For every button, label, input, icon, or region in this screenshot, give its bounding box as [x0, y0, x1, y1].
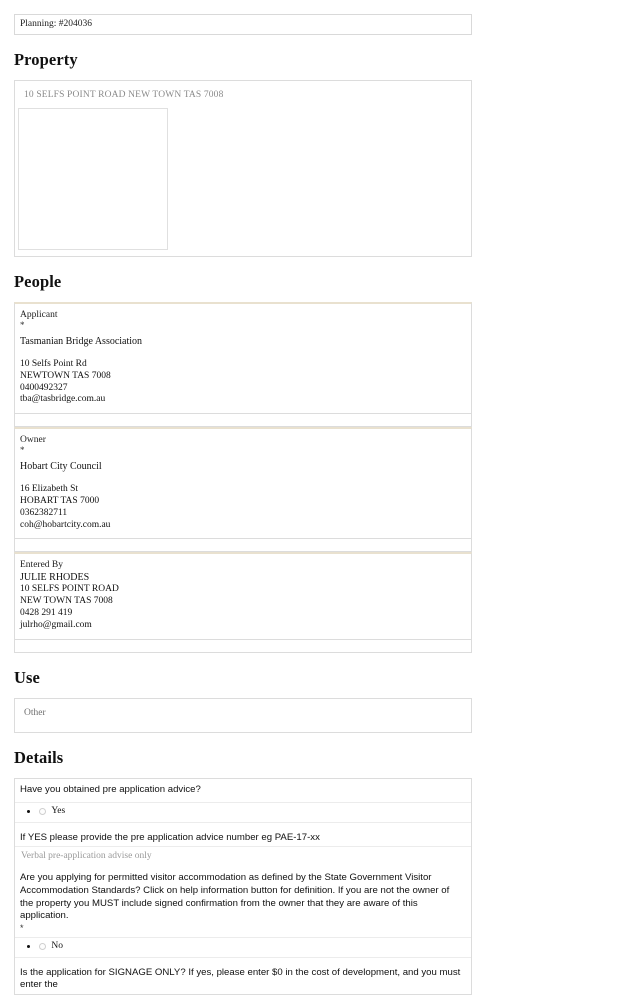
details-section-heading: Details — [14, 747, 64, 767]
person-email: coh@hobartcity.com.au — [20, 519, 111, 530]
people-section-heading: People — [14, 272, 62, 291]
planning-application-page — [0, 14, 622, 995]
person-card-divider — [14, 539, 472, 552]
question-pre-application-advice: Have you obtained pre application advice? — [20, 783, 201, 795]
person-card-divider — [14, 640, 472, 653]
answer-option-no[interactable] — [15, 940, 471, 954]
application-reference-bar — [14, 14, 472, 35]
property-map-placeholder[interactable] — [18, 108, 168, 250]
person-address — [20, 584, 462, 631]
answer-label: Yes — [51, 806, 66, 817]
person-required-marker: * — [20, 320, 25, 330]
person-card-divider — [14, 414, 472, 427]
property-address: 10 SELFS POINT ROAD NEW TOWN TAS 7008 — [24, 90, 224, 100]
person-card-entered-by — [14, 552, 472, 639]
person-address-line: NEWTOWN TAS 7008 — [20, 370, 111, 381]
use-panel — [14, 698, 472, 733]
person-phone: 0400492327 — [20, 382, 68, 393]
people-panel — [14, 302, 472, 653]
radio-icon[interactable] — [39, 943, 46, 950]
person-address-line: 10 SELFS POINT ROAD — [20, 584, 119, 595]
person-email: julrho@gmail.com — [20, 619, 92, 630]
person-name: Hobart City Council — [20, 461, 102, 473]
required-marker-visitor-accommodation: * — [20, 922, 24, 933]
radio-icon[interactable] — [39, 808, 46, 815]
answer-option-yes[interactable] — [15, 805, 471, 819]
person-role-label: Applicant — [20, 310, 58, 320]
person-name: JULIE RHODES — [20, 572, 90, 584]
property-panel — [14, 80, 472, 257]
question-signage-only: Is the application for SIGNAGE ONLY? If yes, please enter $0 in the cost of development, and you must enter the — [20, 966, 461, 991]
application-reference-text: Planning: #204036 — [20, 19, 93, 29]
person-card-owner — [14, 427, 472, 539]
details-panel — [14, 778, 472, 995]
field-pre-application-advice-number[interactable]: Verbal pre-application advise only — [15, 846, 471, 867]
question-pre-application-advice-number: If YES please provide the pre application advice number eg PAE-17-xx — [20, 831, 320, 843]
use-section-heading: Use — [14, 667, 40, 687]
answer-label: No — [51, 940, 63, 951]
person-address — [20, 359, 462, 406]
person-phone: 0362382711 — [20, 507, 68, 518]
person-card-applicant — [14, 302, 472, 414]
use-value: Other — [24, 707, 46, 718]
person-address — [20, 484, 462, 531]
person-role-label: Entered By — [20, 560, 64, 571]
person-name: Tasmanian Bridge Association — [20, 336, 143, 347]
person-role-label: Owner — [20, 435, 46, 446]
person-email: tba@tasbridge.com.au — [20, 394, 106, 405]
person-address-line: 16 Elizabeth St — [20, 484, 79, 495]
answer-list-visitor-accommodation — [15, 937, 471, 958]
question-visitor-accommodation: Are you applying for permitted visitor accommodation as defined by the State Government Visitor Accommodation Standards? Click on help information button for definition. If you are not the owner of the property you MUST include signed confirmation from the owner that they are aware of this application. — [20, 872, 450, 922]
person-address-line: HOBART TAS 7000 — [20, 495, 100, 506]
person-required-marker: * — [20, 445, 25, 456]
person-address-line: NEW TOWN TAS 7008 — [20, 596, 113, 607]
list-bullet-icon — [27, 810, 30, 813]
property-section-heading: Property — [14, 50, 78, 69]
person-phone: 0428 291 419 — [20, 607, 73, 618]
person-address-line: 10 Selfs Point Rd — [20, 359, 87, 369]
answer-list-pre-application-advice — [15, 802, 471, 823]
list-bullet-icon — [27, 945, 30, 948]
